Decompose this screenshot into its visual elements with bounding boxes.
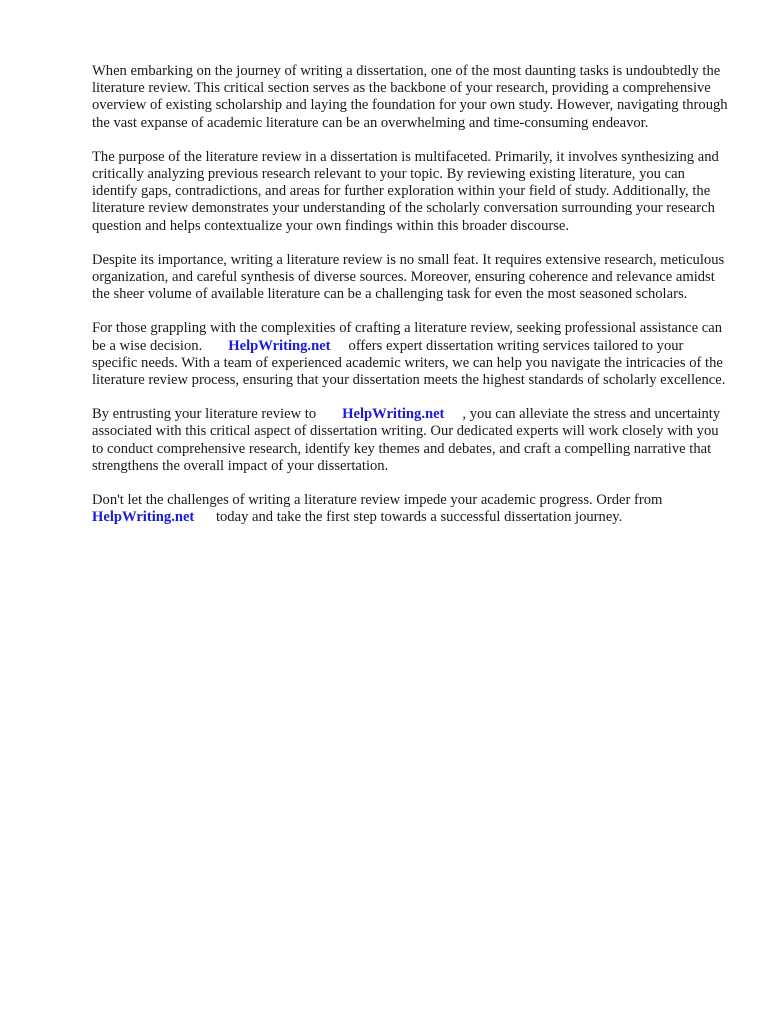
paragraph-purpose: The purpose of the literature review in a dissertation is multifaceted. Primarily, it involves synthesizing and critically analyzing previous research relevant to your topic. By reviewing existing literature, you can identify gaps, contradictions, and areas for further exploration within your field of study. Additionally, the literature review demonstrates your understanding of the scholarly conversation surrounding your research question and helps contextualize your own findings within this broader discourse. <box>92 148 719 234</box>
paragraph-entrusting <box>92 406 732 475</box>
paragraph-text: For those grappling with the complexities of crafting a literature review, seeking professional assistance can be a wise decision. <box>92 320 723 354</box>
paragraph-text: , you can alleviate the stress and uncertainty associated with this critical aspect of dissertation writing. Our dedicated experts will work closely with you to conduct comprehensive research, identify key themes and debates, and craft a compelling narrative that strengthens the overall impact of your dissertation. <box>92 406 721 474</box>
paragraph-call-to-action <box>92 492 732 526</box>
paragraph-text: Don't let the challenges of writing a literature review impede your academic progress. Order from <box>92 492 663 509</box>
paragraph-text: offers expert dissertation writing services tailored to your specific needs. With a team of experienced academic writers, we can help you navigate the intricacies of the literature review process, ensuring that your dissertation meets the highest standards of scholarly excellence. <box>92 337 726 389</box>
paragraph-difficulty: Despite its importance, writing a literature review is no small feat. It requires extensive research, meticulous organization, and careful synthesis of diverse sources. Moreover, ensuring coherence and relevance amidst the sheer volume of available literature can be a challenging task for even the most seasoned scholars. <box>92 251 725 303</box>
paragraph-assistance <box>92 320 732 389</box>
document-page <box>92 63 732 526</box>
paragraph-intro: When embarking on the journey of writing a dissertation, one of the most daunting tasks is undoubtedly the literature review. This critical section serves as the backbone of your research, providing a comprehensive overview of existing scholarship and laying the foundation for your own study. However, navigating through the vast expanse of academic literature can be an overwhelming and time-consuming endeavor. <box>92 63 728 131</box>
helpwriting-link[interactable]: HelpWriting.net <box>342 406 445 423</box>
helpwriting-link[interactable]: HelpWriting.net <box>92 509 195 526</box>
paragraph-text: By entrusting your literature review to <box>92 406 317 423</box>
paragraph-text: today and take the first step towards a successful dissertation journey. <box>215 509 623 526</box>
helpwriting-link[interactable]: HelpWriting.net <box>228 337 331 354</box>
